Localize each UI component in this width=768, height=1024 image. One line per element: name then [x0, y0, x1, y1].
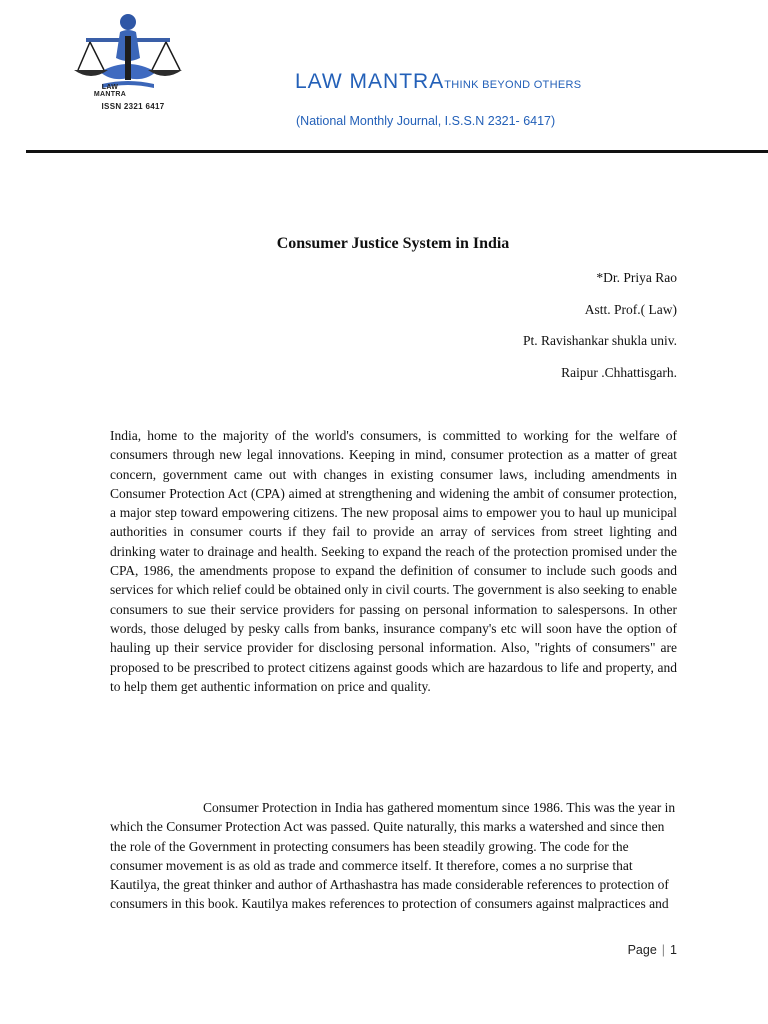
- page-footer: [628, 943, 677, 957]
- author-location: Raipur .Chhattisgarh.: [561, 365, 677, 380]
- author-designation: Astt. Prof.( Law): [584, 302, 677, 317]
- brand-name: LAW MANTRA: [295, 70, 445, 93]
- journal-subtitle: (National Monthly Journal, I.S.S.N 2321- 6417): [296, 114, 556, 128]
- logo-issn-text: ISSN 2321 6417: [101, 102, 165, 111]
- page-number: 1: [670, 943, 677, 957]
- page-separator: |: [661, 943, 666, 957]
- article-title: Consumer Justice System in India: [276, 235, 510, 252]
- page-label: Page: [627, 943, 657, 957]
- scales-of-justice-logo: [68, 12, 188, 116]
- author-name: *Dr. Priya Rao: [596, 270, 677, 285]
- body-paragraph-2: Consumer Protection in India has gathered momentum since 1986. This was the year in which the Consumer Protection Act was passed. Quite naturally, this marks a watershed and since then the role of the Government in protecting consumers has been steadily growing. The code for the consumer movement is as old as trade and commerce itself. It therefore, comes a no surprise that Kautilya, the great thinker and author of Arthashastra has made considerable references to protection of consumers in this book. Kautilya makes references to protection of consumers against malpractices and: [110, 800, 676, 912]
- brand-tagline: THINK BEYOND OTHERS: [444, 79, 582, 91]
- author-university: Pt. Ravishankar shukla univ.: [523, 333, 677, 348]
- journal-brand: [295, 70, 581, 94]
- logo-name-text: LAW MANTRA: [93, 84, 127, 98]
- header-divider: [26, 150, 768, 153]
- body-paragraph-1: India, home to the majority of the world's consumers, is committed to working for the welfare of consumers through new legal innovations. Keeping in mind, consumer protection as a matter of great concern, government came out with changes in existing consumer laws, including amendments in Consumer Protection Act (CPA) aimed at strengthening and widening the ambit of consumer protection, a major step toward empowering citizens. The new proposal aims to empower you to haul up municipal authorities in consumer courts if they fail to provide an array of services from street lighting and drinking water to drainage and health. Seeking to expand the reach of the protection promised under the CPA, 1986, the amendments propose to expand the definition of consumer to include such goods and services for which relief could be obtained only in civil courts. The government is also seeking to enable consumers to sue their service providers for passing on personal information to salespersons. In other words, those deluged by pesky calls from banks, insurance company's etc will soon have the option of hauling up their service provider for disclosing personal information. Also, "rights of consumers" are proposed to be prescribed to protect citizens against goods which are hazardous to life and property, and to help them get authentic information on price and quality.: [110, 428, 677, 694]
